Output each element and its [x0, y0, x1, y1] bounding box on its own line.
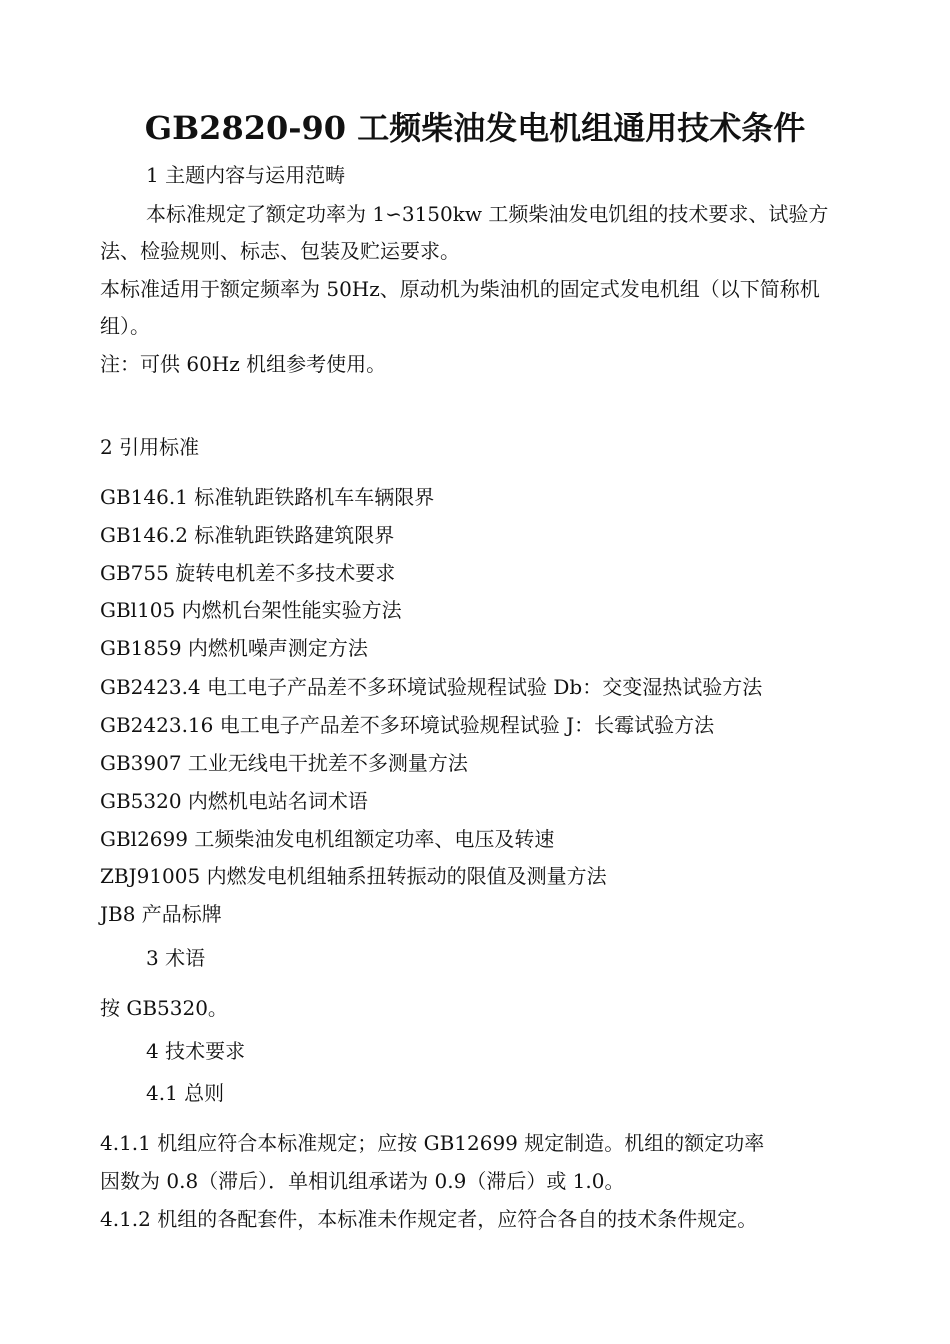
reference-item: GB146.1 标准轨距铁路机车车辆限界	[100, 485, 435, 509]
section-1-paragraph-2-line-1: 本标准适用于额定频率为 50Hz、原动机为柴油机的固定式发电机组（以下简称机	[100, 277, 820, 301]
reference-item: GB3907 工业无线电干扰差不多测量方法	[100, 751, 468, 775]
reference-item: GB2423.16 电工电子产品差不多环境试验规程试验 J：长霉试验方法	[100, 713, 715, 737]
section-4-1-heading: 4.1 总则	[146, 1081, 225, 1105]
reference-item: GB5320 内燃机电站名词术语	[100, 789, 368, 813]
clause-4-1-1-line-2: 因数为 0.8（滞后）．单相讥组承诺为 0.9（滞后）或 1.0。	[100, 1169, 625, 1193]
reference-item: GB755 旋转电机差不多技术要求	[100, 561, 396, 585]
section-1-paragraph-2-line-2: 组）。	[100, 314, 150, 338]
section-2-heading: 2 引用标准	[100, 435, 200, 459]
section-1-paragraph-1-line-1: 本标准规定了额定功率为 1∽3150kw 工频柴油发电饥组的技术要求、试验方	[146, 202, 829, 226]
reference-item: GBl105 内燃机台架性能实验方法	[100, 598, 402, 622]
section-1-heading: 1 主题内容与运用范畴	[146, 163, 346, 187]
section-4-heading: 4 技术要求	[146, 1039, 246, 1063]
document-title: GB2820-90 工频柴油发电机组通用技术条件	[144, 109, 806, 147]
clause-4-1-1-line-1: 4.1.1 机组应符合本标准规定；应按 GB12699 规定制造。机组的额定功率	[100, 1131, 765, 1155]
section-3-heading: 3 术语	[146, 946, 206, 970]
section-3-text: 按 GB5320。	[100, 996, 228, 1020]
reference-item: GB2423.4 电工电子产品差不多环境试验规程试验 Db：交变湿热试验方法	[100, 675, 763, 699]
reference-item: ZBJ91005 内燃发电机组轴系扭转振动的限值及测量方法	[100, 864, 607, 888]
reference-item: GBl2699 工频柴油发电机组额定功率、电压及转速	[100, 827, 555, 851]
clause-4-1-2: 4.1.2 机组的各配套件，本标准未作规定者，应符合各自的技术条件规定。	[100, 1207, 758, 1231]
reference-item: JB8 产品标牌	[100, 902, 222, 926]
section-1-note: 注：可供 60Hz 机组参考使用。	[100, 352, 387, 376]
reference-item: GB146.2 标准轨距铁路建筑限界	[100, 523, 395, 547]
reference-item: GB1859 内燃机噪声测定方法	[100, 636, 368, 660]
section-1-paragraph-1-line-2: 法、检验规则、标志、包装及贮运要求。	[100, 239, 460, 263]
